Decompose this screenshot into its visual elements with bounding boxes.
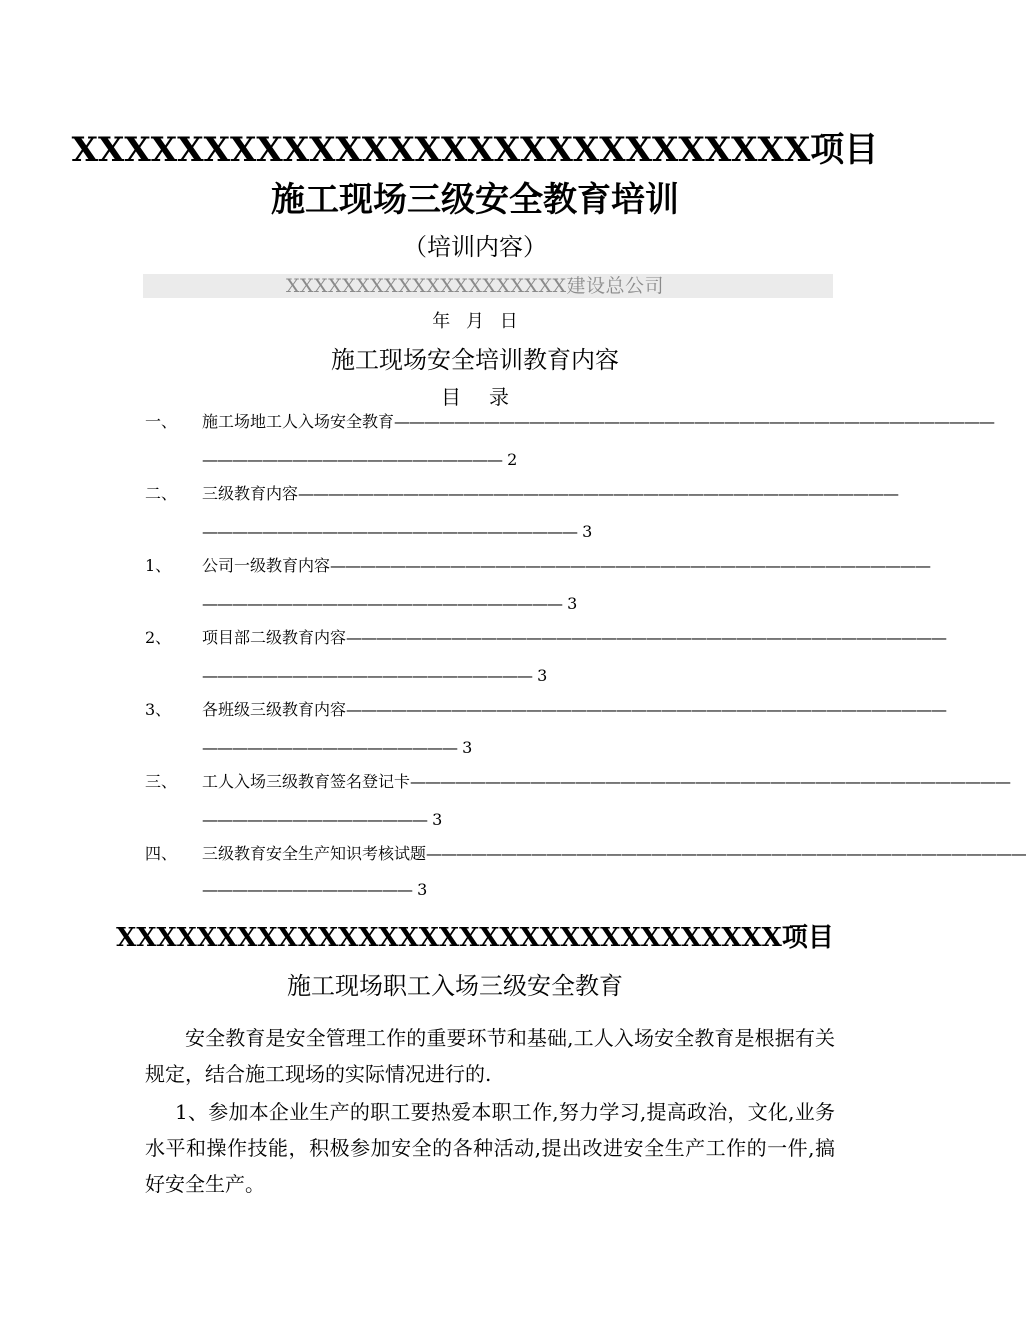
date-line: 年 月 日	[432, 311, 518, 332]
section-subtitle: 施工现场职工入场三级安全教育	[287, 972, 623, 1000]
toc-item-number: 四、	[145, 844, 178, 863]
toc-item-number: 1、	[145, 556, 172, 575]
toc-item-number: 二、	[145, 484, 178, 503]
toc-item-text: 各班级三级教育内容————————————————————————————————————————	[202, 700, 947, 719]
company-name: XXXXXXXXXXXXXXXXXXXX建设总公司	[285, 275, 665, 297]
body-paragraph: 1、参加本企业生产的职工要热爱本职工作,努力学习,提高政治，文化,业务水平和操作技能，积极参加安全的各种活动,提出改进安全生产工作的一件,搞好安全生产。	[145, 1100, 835, 1196]
toc-item-text: 施工场地工人入场安全教育————————————————————————————————————————	[202, 412, 995, 431]
toc-item-page: 3	[567, 594, 578, 613]
toc-item-page: 3	[537, 666, 548, 685]
toc-item-number: 三、	[145, 772, 178, 791]
toc-item-number: 3、	[145, 700, 172, 719]
toc-item-page: 2	[507, 450, 518, 469]
project-title: XXXXXXXXXXXXXXXXXXXXXXXXXXXX项目	[71, 130, 879, 170]
toc-item-text: 三级教育内容————————————————————————————————————————	[202, 484, 899, 503]
training-subtitle: （培训内容）	[403, 233, 547, 261]
document-page: XXXXXXXXXXXXXXXXXXXXXXXXXXXX项目 施工现场三级安全教育培训 （培训内容） XXXXXXXXXXXXXXXXXXXX建设总公司 年 月 日 施工现场安全培训教育内容 目录 一、 施工场地工人入场安全教育———————————————————————————————————————— ———————————————————— 2 二、 三级教育内容———————————————————————————————————————— ————————————————————————— 3 1、 公司一级教育内容———————————————————————————————————————— ———————————————————————— 3 2、 项目部二级教育内容———————————————————————————————————————— —————————————————————— 3 3、 各班级三级教育内容———————————————————————————————————————— ————————————————— 3 三、 工人入场三级教育签名登记卡———————————————————————————————————————— ——————————————— 3 四、 三级教育安全生产知识考核试题———————————————————————————————————————— —————————————— 3 XXXXXXXXXXXXXXXXXXXXXXXXXXXXXXXXX项目 施工现场职工入场三级安全教育 安全教育是安全管理工作的重要环节和基础,工人入场安全教育是根据有关规定，结合施工现场的实际情况进行的. 1、参加本企业生产的职工要热爱本职工作,努力学习,提高政治，文化,业务水平和操作技能，积极参加安全的各种活动,提出改进安全生产工作的一件,搞好安全生产。	[0, 0, 950, 1344]
toc-item-number: 2、	[145, 628, 172, 647]
toc-item-text: 工人入场三级教育签名登记卡————————————————————————————————————————	[202, 772, 1011, 791]
body-paragraph: 安全教育是安全管理工作的重要环节和基础,工人入场安全教育是根据有关规定，结合施工现场的实际情况进行的.	[145, 1026, 835, 1086]
toc-item-text: 公司一级教育内容————————————————————————————————————————	[202, 556, 931, 575]
toc-item-page: 3	[462, 738, 473, 757]
toc-item-page: 3	[417, 880, 428, 899]
toc-item-text: 三级教育安全生产知识考核试题————————————————————————————————————————	[202, 844, 1026, 863]
toc-heading: 施工现场安全培训教育内容	[331, 346, 619, 374]
training-title: 施工现场三级安全教育培训	[271, 180, 679, 220]
toc-label: 目录	[441, 385, 537, 409]
toc-item-text: 项目部二级教育内容————————————————————————————————————————	[202, 628, 947, 647]
section-title: XXXXXXXXXXXXXXXXXXXXXXXXXXXXXXXXX项目	[116, 923, 834, 953]
toc-item-page: 3	[582, 522, 593, 541]
toc-item-number: 一、	[145, 412, 178, 431]
toc-item-page: 3	[432, 810, 443, 829]
